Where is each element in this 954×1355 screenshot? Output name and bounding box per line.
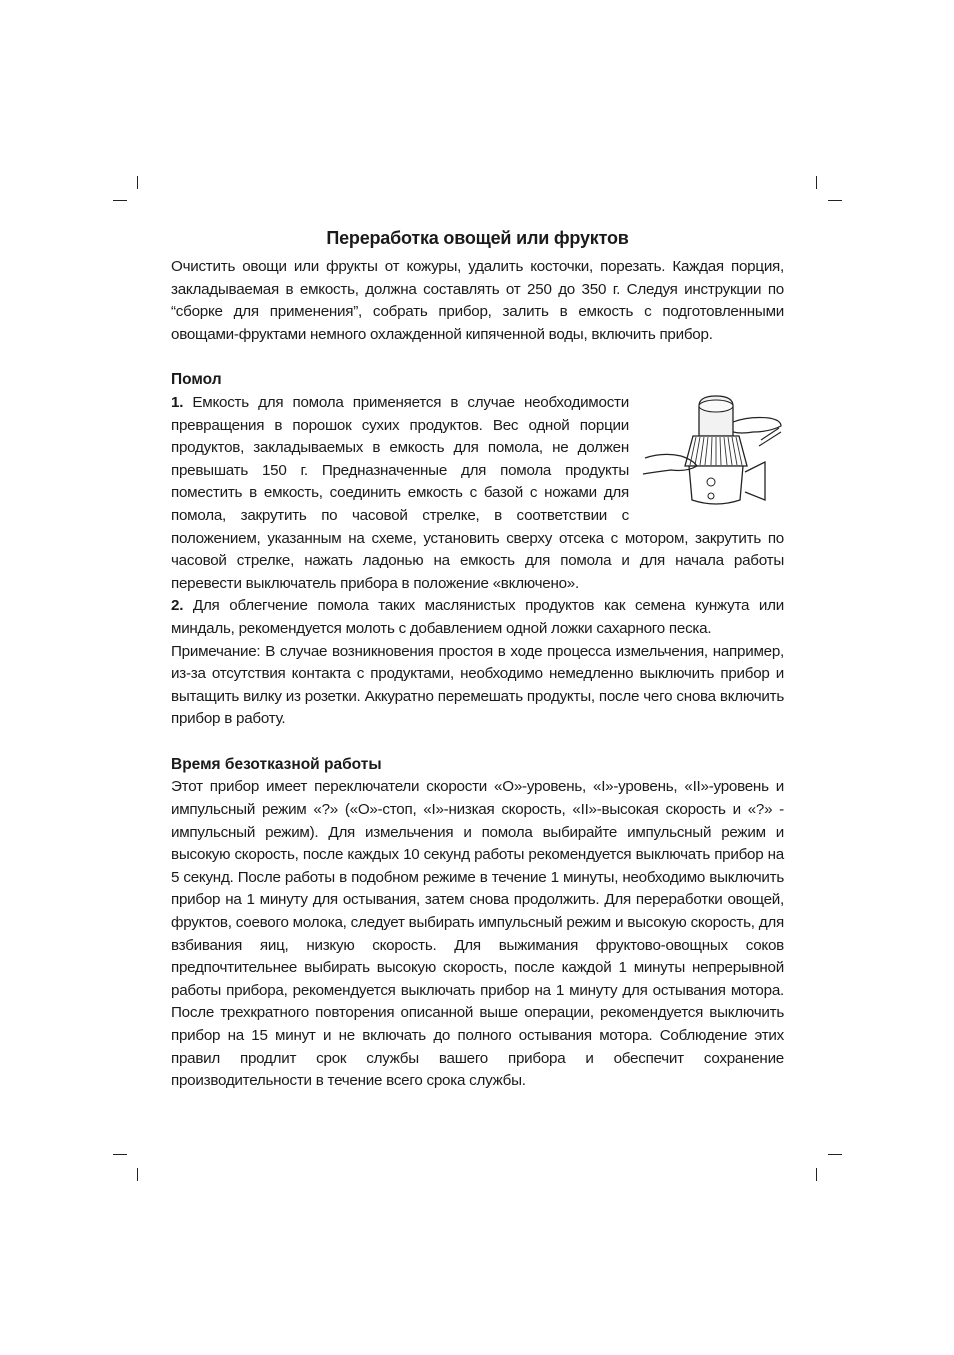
operation-time-paragraph: Этот прибор имеет переключатели скорости «O»-уровень, «I»-уровень, «II»-уровень и импульсный режим «?» («O»-стоп, «I»-низкая скорость, «II»-высокая скорость и «?» - импульсный режим). Для измельчения и помола выбирайте импульсный режим и высокую скорость, после каждых 10 секунд работы рекомендуется выключать прибор на 5 секунд. После работы в подобном режиме в течение 1 минуты, необходимо выключить прибор на 1 минуту для остывания, затем снова продолжить. Для переработки овощей, фруктов, соевого молока, следует выбирать импульсный режим и высокую скорость, для взбивания яиц, низкую скорость. Для выжимания фруктово-овощных соков предпочтительнее выбирать высокую скорость, после каждой 1 минуты непрерывной работы прибора, рекомендуется выключать прибор на 1 минуту для остывания мотора. После трехкратного повторения описанной выше операции, рекомендуется выключить прибор на 15 минут и не включать до полного остывания мотора. Соблюдение этих правил продлит срок службы вашего прибора и обеспечит сохранение производительности в течение всего срока службы. — [171, 778, 784, 1090]
page-content — [171, 228, 784, 1093]
crop-mark-top-right-horizontal — [828, 200, 842, 201]
grinding-item-1 — [171, 392, 784, 595]
crop-mark-top-left-vertical — [137, 176, 138, 189]
list-item-text: Для облегчение помола таких маслянистых продуктов как семена кунжута или миндаль, рекомендуется молоть с добавлением одной ложки сахарного песка. — [171, 597, 784, 637]
crop-mark-top-left-horizontal — [113, 200, 127, 201]
crop-mark-bottom-left-vertical — [137, 1168, 138, 1181]
crop-mark-bottom-right-vertical — [816, 1168, 817, 1181]
list-number: 2. — [171, 597, 184, 615]
section-heading-operation-time: Время безотказной работы — [171, 755, 382, 773]
crop-mark-top-right-vertical — [816, 176, 817, 189]
section-heading-grinding: Помол — [171, 371, 222, 389]
list-number: 1. — [171, 393, 184, 411]
grinding-item-2 — [171, 595, 784, 640]
list-item-text: Емкость для помола применяется в случае необходимости превращения в порошок сухих продуктов. Вес одной порции продуктов, закладываемых в емкость для помола, не должен превышать 150 г. Предназначенные для помола продукты поместить в емкость, соединить емкость с базой с ножами для помола, закрутить по часовой стрелке, в соответствии с положением, указанным на схеме, установить сверху отсека с мотором, закрутить по часовой стрелке, нажать ладонью на емкость для помола и для начала работы перевести выключатель прибора в положение «включено». — [171, 393, 784, 592]
grinding-note: Примечание: В случае возникновения простоя в ходе процесса измельчения, например, из-за отсутствия контакта с продуктами, необходимо немедленно выключить прибор и вытащить вилку из розетки. Аккуратно перемешать продукты, после чего снова включить прибор в работу. — [171, 642, 784, 728]
crop-mark-bottom-right-horizontal — [828, 1154, 842, 1155]
crop-mark-bottom-left-horizontal — [113, 1154, 127, 1155]
page-title: Переработка овощей или фруктов — [326, 228, 629, 248]
grinder-assembly-illustration — [641, 392, 784, 510]
intro-paragraph: Очистить овощи или фрукты от кожуры, удалить косточки, порезать. Каждая порция, закладываемая в емкость, должна составлять от 250 до 350 г. Следуя инструкции по “сборке для применения”, собрать прибор, залить в емкость с подготовленными овощами-фруктами немного охлажденной кипяченной воды, включить прибор. — [171, 258, 784, 343]
